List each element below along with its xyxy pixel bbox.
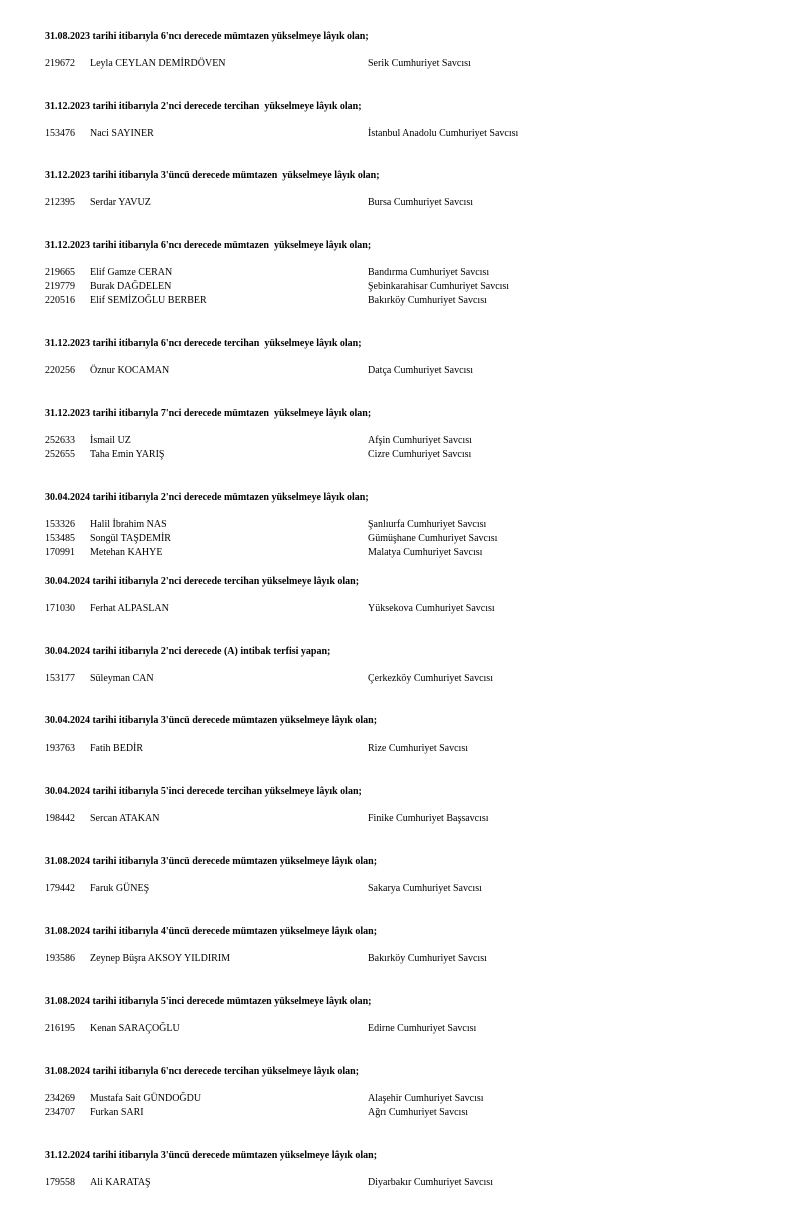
sicil-number: 216195 bbox=[45, 1023, 75, 1034]
list-item bbox=[0, 1176, 798, 1190]
position-title: İstanbul Anadolu Cumhuriyet Savcısı bbox=[368, 128, 519, 139]
list-item bbox=[0, 1022, 798, 1036]
person-name: Mustafa Sait GÜNDOĞDU bbox=[90, 1093, 202, 1104]
person-name: Serdar YAVUZ bbox=[90, 197, 151, 208]
section-heading: 31.08.2024 tarihi itibarıyla 4'üncü derecede mümtazen yükselmeye lâyık olan; bbox=[45, 926, 378, 937]
list-item bbox=[0, 1092, 798, 1106]
position-title: Yüksekova Cumhuriyet Savcısı bbox=[368, 603, 495, 614]
position-title: Serik Cumhuriyet Savcısı bbox=[368, 58, 471, 69]
person-name: Taha Emin YARIŞ bbox=[90, 449, 165, 460]
section-heading: 30.04.2024 tarihi itibarıyla 2'nci derecede (A) intibak terfisi yapan; bbox=[45, 646, 331, 657]
person-name: Zeynep Büşra AKSOY YILDIRIM bbox=[90, 953, 231, 964]
person-name: İsmail UZ bbox=[90, 435, 131, 446]
person-name: Halil İbrahim NAS bbox=[90, 519, 167, 530]
list-item bbox=[0, 672, 798, 686]
sicil-number: 153476 bbox=[45, 128, 75, 139]
section-heading: 30.04.2024 tarihi itibarıyla 2'nci derecede mümtazen yükselmeye lâyık olan; bbox=[45, 492, 369, 503]
position-title: Bandırma Cumhuriyet Savcısı bbox=[368, 267, 490, 278]
sicil-number: 153485 bbox=[45, 533, 75, 544]
sicil-number: 234707 bbox=[45, 1107, 75, 1118]
sicil-number: 193586 bbox=[45, 953, 75, 964]
position-title: Sakarya Cumhuriyet Savcısı bbox=[368, 883, 482, 894]
sicil-number: 220256 bbox=[45, 365, 75, 376]
person-name: Leyla CEYLAN DEMİRDÖVEN bbox=[90, 58, 226, 69]
person-name: Elif SEMİZOĞLU BERBER bbox=[90, 295, 207, 306]
sicil-number: 220516 bbox=[45, 295, 75, 306]
section-heading: 31.12.2023 tarihi itibarıyla 6'ncı derecede tercihan yükselmeye lâyık olan; bbox=[45, 338, 362, 349]
position-title: Bakırköy Cumhuriyet Savcısı bbox=[368, 953, 487, 964]
list-item bbox=[0, 532, 798, 546]
person-name: Ferhat ALPASLAN bbox=[90, 603, 169, 614]
sicil-number: 212395 bbox=[45, 197, 75, 208]
position-title: Afşin Cumhuriyet Savcısı bbox=[368, 435, 472, 446]
position-title: Rize Cumhuriyet Savcısı bbox=[368, 743, 468, 754]
list-item bbox=[0, 196, 798, 210]
person-name: Sercan ATAKAN bbox=[90, 813, 160, 824]
list-item bbox=[0, 294, 798, 308]
sicil-number: 153326 bbox=[45, 519, 75, 530]
section-heading: 31.12.2023 tarihi itibarıyla 3'üncü derecede mümtazen yükselmeye lâyık olan; bbox=[45, 170, 380, 181]
position-title: Bakırköy Cumhuriyet Savcısı bbox=[368, 295, 487, 306]
person-name: Burak DAĞDELEN bbox=[90, 281, 172, 292]
section-heading: 30.04.2024 tarihi itibarıyla 2'nci derecede tercihan yükselmeye lâyık olan; bbox=[45, 576, 360, 587]
section-heading: 31.08.2024 tarihi itibarıyla 6'ncı derecede tercihan yükselmeye lâyık olan; bbox=[45, 1066, 360, 1077]
list-item bbox=[0, 280, 798, 294]
list-item bbox=[0, 448, 798, 462]
person-name: Öznur KOCAMAN bbox=[90, 365, 170, 376]
section-heading: 31.08.2023 tarihi itibarıyla 6'ncı derecede mümtazen yükselmeye lâyık olan; bbox=[45, 31, 369, 42]
list-item bbox=[0, 434, 798, 448]
section-heading: 31.12.2023 tarihi itibarıyla 2'nci derecede tercihan yükselmeye lâyık olan; bbox=[45, 101, 362, 112]
sicil-number: 179558 bbox=[45, 1177, 75, 1188]
person-name: Elif Gamze CERAN bbox=[90, 267, 173, 278]
sicil-number: 153177 bbox=[45, 673, 75, 684]
position-title: Şebinkarahisar Cumhuriyet Savcısı bbox=[368, 281, 510, 292]
list-item bbox=[0, 1106, 798, 1120]
list-item bbox=[0, 882, 798, 896]
section-heading: 31.12.2023 tarihi itibarıyla 6'ncı derecede mümtazen yükselmeye lâyık olan; bbox=[45, 240, 372, 251]
sicil-number: 198442 bbox=[45, 813, 75, 824]
position-title: Diyarbakır Cumhuriyet Savcısı bbox=[368, 1177, 493, 1188]
position-title: Finike Cumhuriyet Başsavcısı bbox=[368, 813, 489, 824]
position-title: Ağrı Cumhuriyet Savcısı bbox=[368, 1107, 468, 1118]
position-title: Şanlıurfa Cumhuriyet Savcısı bbox=[368, 519, 487, 530]
list-item bbox=[0, 127, 798, 141]
sicil-number: 170991 bbox=[45, 547, 75, 558]
list-item bbox=[0, 266, 798, 280]
person-name: Ali KARATAŞ bbox=[90, 1177, 151, 1188]
list-item bbox=[0, 812, 798, 826]
section-heading: 31.12.2023 tarihi itibarıyla 7'nci derecede mümtazen yükselmeye lâyık olan; bbox=[45, 408, 372, 419]
position-title: Alaşehir Cumhuriyet Savcısı bbox=[368, 1093, 484, 1104]
position-title: Gümüşhane Cumhuriyet Savcısı bbox=[368, 533, 498, 544]
sicil-number: 219672 bbox=[45, 58, 75, 69]
list-item bbox=[0, 518, 798, 532]
sicil-number: 193763 bbox=[45, 743, 75, 754]
person-name: Naci SAYINER bbox=[90, 128, 154, 139]
sicil-number: 252655 bbox=[45, 449, 75, 460]
person-name: Süleyman CAN bbox=[90, 673, 154, 684]
sicil-number: 252633 bbox=[45, 435, 75, 446]
person-name: Kenan SARAÇOĞLU bbox=[90, 1023, 180, 1034]
list-item bbox=[0, 546, 798, 560]
section-heading: 30.04.2024 tarihi itibarıyla 5'inci derecede tercihan yükselmeye lâyık olan; bbox=[45, 786, 362, 797]
position-title: Cizre Cumhuriyet Savcısı bbox=[368, 449, 472, 460]
position-title: Bursa Cumhuriyet Savcısı bbox=[368, 197, 473, 208]
position-title: Malatya Cumhuriyet Savcısı bbox=[368, 547, 483, 558]
list-item bbox=[0, 57, 798, 71]
person-name: Fatih BEDİR bbox=[90, 743, 144, 754]
sicil-number: 219779 bbox=[45, 281, 75, 292]
person-name: Metehan KAHYE bbox=[90, 547, 163, 558]
position-title: Çerkezköy Cumhuriyet Savcısı bbox=[368, 673, 493, 684]
section-heading: 31.08.2024 tarihi itibarıyla 3'üncü derecede mümtazen yükselmeye lâyık olan; bbox=[45, 856, 378, 867]
person-name: Faruk GÜNEŞ bbox=[90, 883, 150, 894]
person-name: Furkan SARI bbox=[90, 1107, 144, 1118]
sicil-number: 219665 bbox=[45, 267, 75, 278]
section-heading: 31.12.2024 tarihi itibarıyla 3'üncü derecede mümtazen yükselmeye lâyık olan; bbox=[45, 1150, 378, 1161]
section-heading: 31.08.2024 tarihi itibarıyla 5'inci derecede mümtazen yükselmeye lâyık olan; bbox=[45, 996, 372, 1007]
sicil-number: 234269 bbox=[45, 1093, 75, 1104]
list-item bbox=[0, 602, 798, 616]
list-item bbox=[0, 742, 798, 756]
sicil-number: 171030 bbox=[45, 603, 75, 614]
list-item bbox=[0, 364, 798, 378]
person-name: Songül TAŞDEMİR bbox=[90, 533, 171, 544]
section-heading: 30.04.2024 tarihi itibarıyla 3'üncü derecede mümtazen yükselmeye lâyık olan; bbox=[45, 715, 378, 726]
position-title: Datça Cumhuriyet Savcısı bbox=[368, 365, 473, 376]
sicil-number: 179442 bbox=[45, 883, 75, 894]
position-title: Edirne Cumhuriyet Savcısı bbox=[368, 1023, 477, 1034]
list-item bbox=[0, 952, 798, 966]
